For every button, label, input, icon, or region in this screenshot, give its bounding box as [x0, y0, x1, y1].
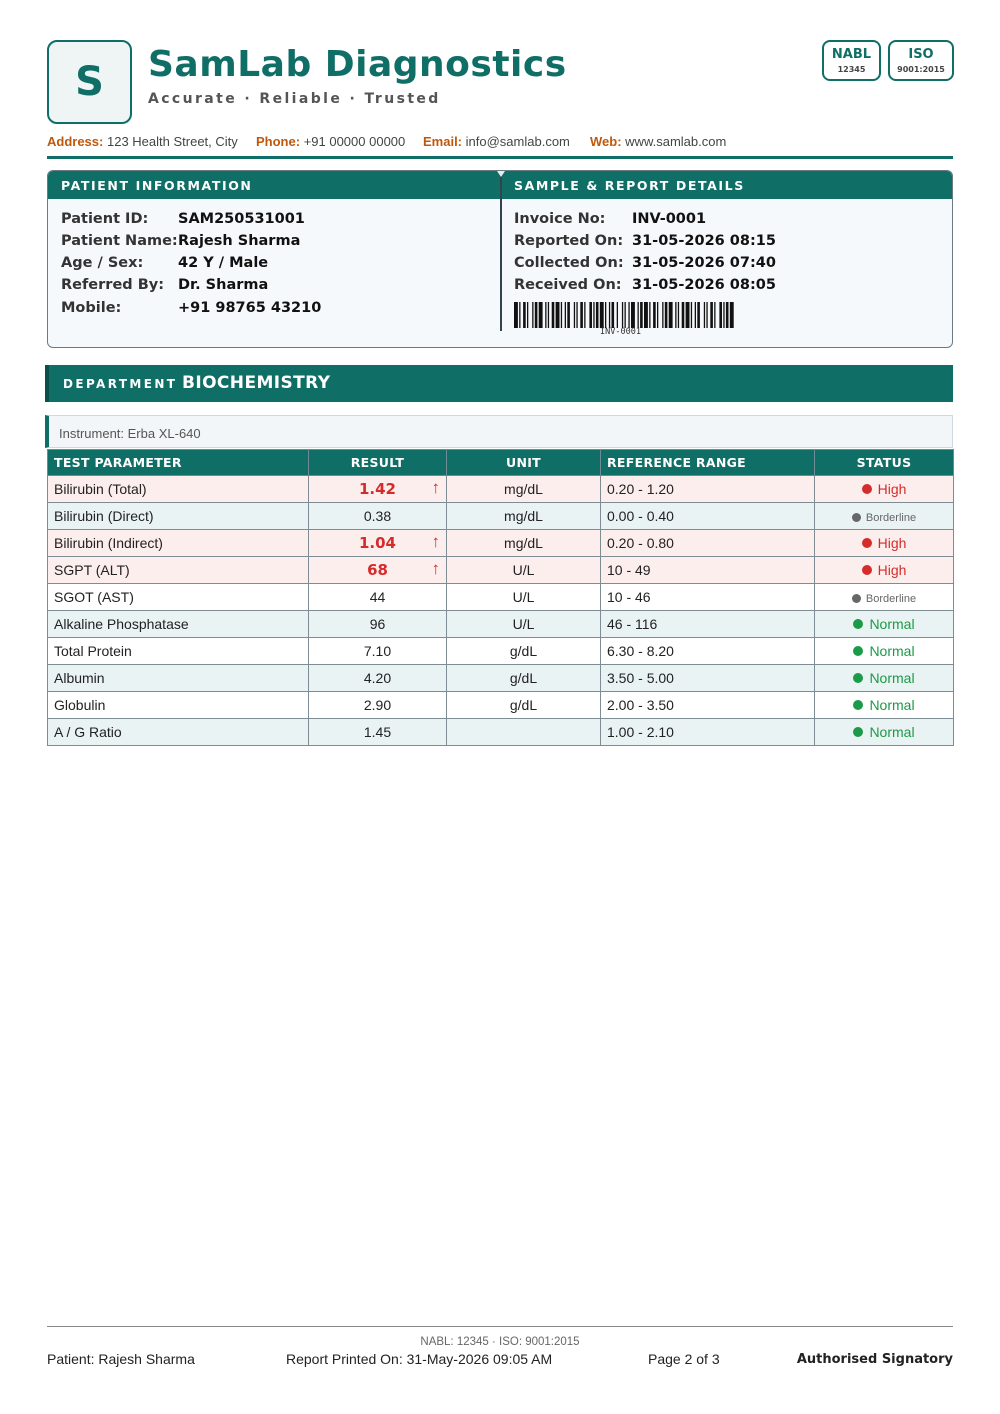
status-text: Normal	[869, 724, 915, 740]
status-dot-icon	[853, 673, 863, 683]
table-row	[48, 719, 954, 746]
cell-reference-range: 10 - 46	[601, 584, 815, 611]
barcode-bar	[612, 302, 615, 328]
cell-reference-range: 46 - 116	[601, 611, 815, 638]
field-label: Collected On:	[514, 255, 624, 271]
barcode-bar	[574, 302, 575, 328]
barcode-bar	[552, 302, 555, 328]
table-row	[48, 584, 954, 611]
cell-result	[309, 476, 447, 503]
barcode-bar	[576, 302, 577, 328]
divider-notch	[497, 171, 505, 177]
header-result: RESULT	[309, 450, 447, 476]
department-label: DEPARTMENT	[63, 377, 178, 391]
lab-tagline: Accurate · Reliable · Trusted	[148, 91, 441, 107]
barcode-bar	[675, 302, 676, 328]
barcode-bar	[678, 302, 679, 328]
field-label: Invoice No:	[514, 211, 606, 227]
table-row	[48, 692, 954, 719]
high-arrow-icon: ↑	[431, 532, 440, 551]
result-value: 1.42	[358, 480, 396, 498]
cell-test-parameter: Bilirubin (Total)	[48, 476, 309, 503]
status-dot-icon	[862, 565, 872, 575]
result-value: 1.04	[358, 534, 396, 552]
barcode-bar	[686, 302, 690, 328]
cell-test-parameter: Bilirubin (Direct)	[48, 503, 309, 530]
barcode-bar	[631, 302, 635, 328]
status-dot-icon	[853, 727, 863, 737]
cell-status	[815, 530, 954, 557]
footer-accreditation: NABL: 12345 · ISO: 9001:2015	[420, 1336, 580, 1348]
lab-logo	[47, 40, 132, 124]
cell-reference-range: 0.00 - 0.40	[601, 503, 815, 530]
status-text: High	[877, 535, 907, 551]
cell-status	[815, 692, 954, 719]
status-badge	[853, 724, 914, 740]
email-label: Email:	[423, 134, 463, 149]
field-label: Patient ID:	[61, 211, 149, 227]
barcode-bar	[657, 302, 658, 328]
status-badge	[862, 535, 907, 551]
barcode-bar	[596, 302, 599, 328]
iso-badge	[888, 40, 954, 81]
barcode-bar	[539, 302, 543, 328]
result-wrap	[315, 589, 440, 605]
table-header-row	[48, 450, 954, 476]
cell-reference-range: 2.00 - 3.50	[601, 692, 815, 719]
cell-test-parameter: A / G Ratio	[48, 719, 309, 746]
result-value: 4.20	[363, 670, 392, 686]
cell-test-parameter: SGOT (AST)	[48, 584, 309, 611]
barcode-bar	[638, 302, 639, 328]
cell-unit: U/L	[447, 584, 601, 611]
barcode-bar	[523, 302, 526, 328]
phone-label: Phone:	[256, 134, 301, 149]
cell-unit: mg/dL	[447, 476, 601, 503]
contact-email	[423, 134, 570, 149]
table-row	[48, 476, 954, 503]
table-row	[48, 557, 954, 584]
status-badge	[862, 481, 907, 497]
cell-unit: g/dL	[447, 665, 601, 692]
instrument-text: Instrument: Erba XL-640	[59, 426, 201, 441]
status-badge	[852, 512, 916, 524]
result-wrap	[315, 643, 440, 659]
brand-block	[148, 44, 567, 107]
barcode-bar	[617, 302, 618, 328]
status-badge	[853, 616, 914, 632]
table-row	[48, 503, 954, 530]
contact-web	[590, 134, 726, 149]
barcode-bar	[649, 302, 650, 328]
cell-reference-range: 0.20 - 1.20	[601, 476, 815, 503]
contact-address	[47, 134, 238, 149]
barcode-bar	[665, 302, 668, 328]
patient-id-value: SAM250531001	[178, 211, 305, 227]
barcode-bar	[662, 302, 663, 328]
cell-result	[309, 692, 447, 719]
field-label: Age / Sex:	[61, 255, 144, 271]
department-name: BIOCHEMISTRY	[182, 373, 331, 393]
cell-unit: U/L	[447, 611, 601, 638]
cell-unit	[447, 719, 601, 746]
badge-sub: 12345	[837, 65, 866, 74]
cell-reference-range: 1.00 - 2.10	[601, 719, 815, 746]
reported-on-value: 31-05-2026 08:15	[632, 233, 776, 249]
cell-result	[309, 638, 447, 665]
barcode-bar	[714, 302, 715, 328]
result-value: 2.90	[363, 697, 392, 713]
cell-result	[309, 665, 447, 692]
barcode-bar	[514, 302, 518, 328]
status-text: Borderline	[865, 593, 917, 605]
barcode-bar	[704, 302, 705, 328]
status-text: High	[877, 481, 907, 497]
barcode-bar	[730, 302, 734, 328]
table-row	[48, 530, 954, 557]
collected-on-value: 31-05-2026 07:40	[632, 255, 776, 271]
cell-status	[815, 638, 954, 665]
status-badge	[853, 697, 914, 713]
barcode-bar	[622, 302, 623, 328]
cell-result	[309, 584, 447, 611]
barcode-bar	[697, 302, 700, 328]
result-wrap	[315, 534, 440, 552]
barcode-bar	[710, 302, 713, 328]
web-label: Web:	[590, 134, 622, 149]
barcode-bar	[640, 302, 643, 328]
badge-sub: 9001:2015	[897, 65, 945, 74]
instrument-bar	[45, 415, 953, 448]
field-label: Reported On:	[514, 233, 624, 249]
footer-patient: Patient: Rajesh Sharma	[47, 1351, 195, 1367]
footer-divider	[47, 1326, 953, 1327]
barcode-bar	[548, 302, 549, 328]
cell-unit: mg/dL	[447, 503, 601, 530]
email-value: info@samlab.com	[465, 134, 570, 149]
patient-name-value: Rajesh Sharma	[178, 233, 301, 249]
barcode-bar	[584, 302, 585, 328]
web-value: www.samlab.com	[625, 134, 727, 149]
phone-value: +91 00000 00000	[303, 134, 406, 149]
barcode-bar	[695, 302, 696, 328]
cell-result	[309, 611, 447, 638]
high-arrow-icon: ↑	[431, 478, 440, 497]
cell-status	[815, 476, 954, 503]
cell-reference-range: 6.30 - 8.20	[601, 638, 815, 665]
address-value: 123 Health Street, City	[106, 134, 238, 149]
barcode	[514, 302, 734, 330]
cell-result	[309, 557, 447, 584]
cell-status	[815, 665, 954, 692]
cell-test-parameter: SGPT (ALT)	[48, 557, 309, 584]
barcode-bar	[532, 302, 533, 328]
barcode-bar	[605, 302, 606, 328]
cell-test-parameter: Bilirubin (Indirect)	[48, 530, 309, 557]
result-wrap	[315, 697, 440, 713]
result-wrap	[315, 616, 440, 632]
cell-status	[815, 719, 954, 746]
result-wrap	[315, 670, 440, 686]
barcode-bar	[653, 302, 656, 328]
badge-title: ISO	[908, 47, 934, 62]
barcode-bar	[682, 302, 685, 328]
field-label: Patient Name:	[61, 233, 178, 249]
barcode-bar	[519, 302, 520, 328]
info-panel	[47, 170, 953, 348]
status-badge	[853, 643, 914, 659]
barcode-bar	[726, 302, 729, 328]
field-label: Received On:	[514, 277, 622, 293]
header-divider	[47, 156, 953, 159]
result-wrap	[315, 480, 440, 498]
barcode-bar	[567, 302, 570, 328]
result-value: 96	[369, 616, 386, 632]
barcode-bar	[706, 302, 707, 328]
department-bar	[45, 365, 953, 402]
cell-status	[815, 611, 954, 638]
barcode-bar	[565, 302, 566, 328]
cell-test-parameter: Albumin	[48, 665, 309, 692]
result-value: 7.10	[363, 643, 392, 659]
sample-info-heading: SAMPLE & REPORT DETAILS	[514, 178, 745, 193]
status-text: Normal	[869, 670, 915, 686]
results-table	[47, 449, 954, 746]
result-value: 44	[369, 589, 386, 605]
table-row	[48, 665, 954, 692]
barcode-bar	[628, 302, 629, 328]
header-test-parameter: TEST PARAMETER	[48, 450, 309, 476]
invoice-value: INV-0001	[632, 211, 707, 227]
cell-unit: U/L	[447, 557, 601, 584]
result-value: 1.45	[363, 724, 392, 740]
barcode-bar	[669, 302, 673, 328]
logo-letter: S	[75, 59, 104, 105]
barcode-bar	[545, 302, 546, 328]
age-sex-value: 42 Y / Male	[178, 255, 269, 271]
barcode-text: INV-0001	[600, 327, 641, 337]
cell-status	[815, 503, 954, 530]
result-value: 0.38	[363, 508, 392, 524]
result-value: 68	[367, 561, 388, 579]
cell-test-parameter: Globulin	[48, 692, 309, 719]
footer-signatory: Authorised Signatory	[796, 1352, 953, 1367]
barcode-bar	[593, 302, 594, 328]
barcode-bar	[644, 302, 648, 328]
field-label: Referred By:	[61, 277, 165, 293]
barcode-bar	[556, 302, 560, 328]
info-divider	[500, 171, 502, 331]
status-text: High	[877, 562, 907, 578]
status-dot-icon	[862, 538, 872, 548]
barcode-bar	[589, 302, 592, 328]
status-dot-icon	[852, 513, 861, 522]
status-text: Normal	[869, 643, 915, 659]
received-on-value: 31-05-2026 08:05	[632, 277, 776, 293]
status-dot-icon	[853, 619, 863, 629]
contact-line	[47, 134, 953, 158]
high-arrow-icon: ↑	[431, 559, 440, 578]
footer-page-number: Page 2 of 3	[648, 1351, 720, 1367]
barcode-bar	[609, 302, 610, 328]
barcode-bar	[600, 302, 604, 328]
result-wrap	[315, 508, 440, 524]
status-badge	[852, 593, 916, 605]
mobile-value: +91 98765 43210	[178, 300, 322, 316]
lab-name: SamLab Diagnostics	[148, 44, 567, 85]
cell-test-parameter: Total Protein	[48, 638, 309, 665]
footer-printed-on: Report Printed On: 31-May-2026 09:05 AM	[286, 1351, 553, 1367]
status-dot-icon	[852, 594, 861, 603]
header-reference-range: REFERENCE RANGE	[601, 450, 815, 476]
cell-result	[309, 503, 447, 530]
result-wrap	[315, 561, 440, 579]
cell-result	[309, 719, 447, 746]
address-label: Address:	[47, 134, 104, 149]
barcode-bar	[580, 302, 583, 328]
result-wrap	[315, 724, 440, 740]
table-row	[48, 611, 954, 638]
barcode-bar	[561, 302, 562, 328]
contact-phone	[256, 134, 405, 149]
cell-reference-range: 3.50 - 5.00	[601, 665, 815, 692]
cell-reference-range: 0.20 - 0.80	[601, 530, 815, 557]
cell-unit: mg/dL	[447, 530, 601, 557]
status-dot-icon	[853, 700, 863, 710]
cell-status	[815, 584, 954, 611]
barcode-bar	[535, 302, 538, 328]
nabl-badge	[822, 40, 881, 81]
status-text: Normal	[869, 697, 915, 713]
field-label: Mobile:	[61, 300, 122, 316]
status-text: Normal	[869, 616, 915, 632]
cell-unit: g/dL	[447, 638, 601, 665]
cell-status	[815, 557, 954, 584]
status-badge	[853, 670, 914, 686]
status-dot-icon	[853, 646, 863, 656]
barcode-bar	[527, 302, 528, 328]
barcode-bar	[719, 302, 722, 328]
referred-by-value: Dr. Sharma	[178, 277, 269, 293]
cell-reference-range: 10 - 49	[601, 557, 815, 584]
patient-info-heading: PATIENT INFORMATION	[61, 178, 253, 193]
status-badge	[862, 562, 907, 578]
header-unit: UNIT	[447, 450, 601, 476]
header-status: STATUS	[815, 450, 954, 476]
badge-title: NABL	[831, 47, 872, 62]
cell-result	[309, 530, 447, 557]
status-text: Borderline	[865, 512, 917, 524]
table-row	[48, 638, 954, 665]
cell-unit: g/dL	[447, 692, 601, 719]
barcode-bar	[625, 302, 626, 328]
cell-test-parameter: Alkaline Phosphatase	[48, 611, 309, 638]
status-dot-icon	[862, 484, 872, 494]
barcode-bar	[691, 302, 692, 328]
barcode-bar	[723, 302, 724, 328]
